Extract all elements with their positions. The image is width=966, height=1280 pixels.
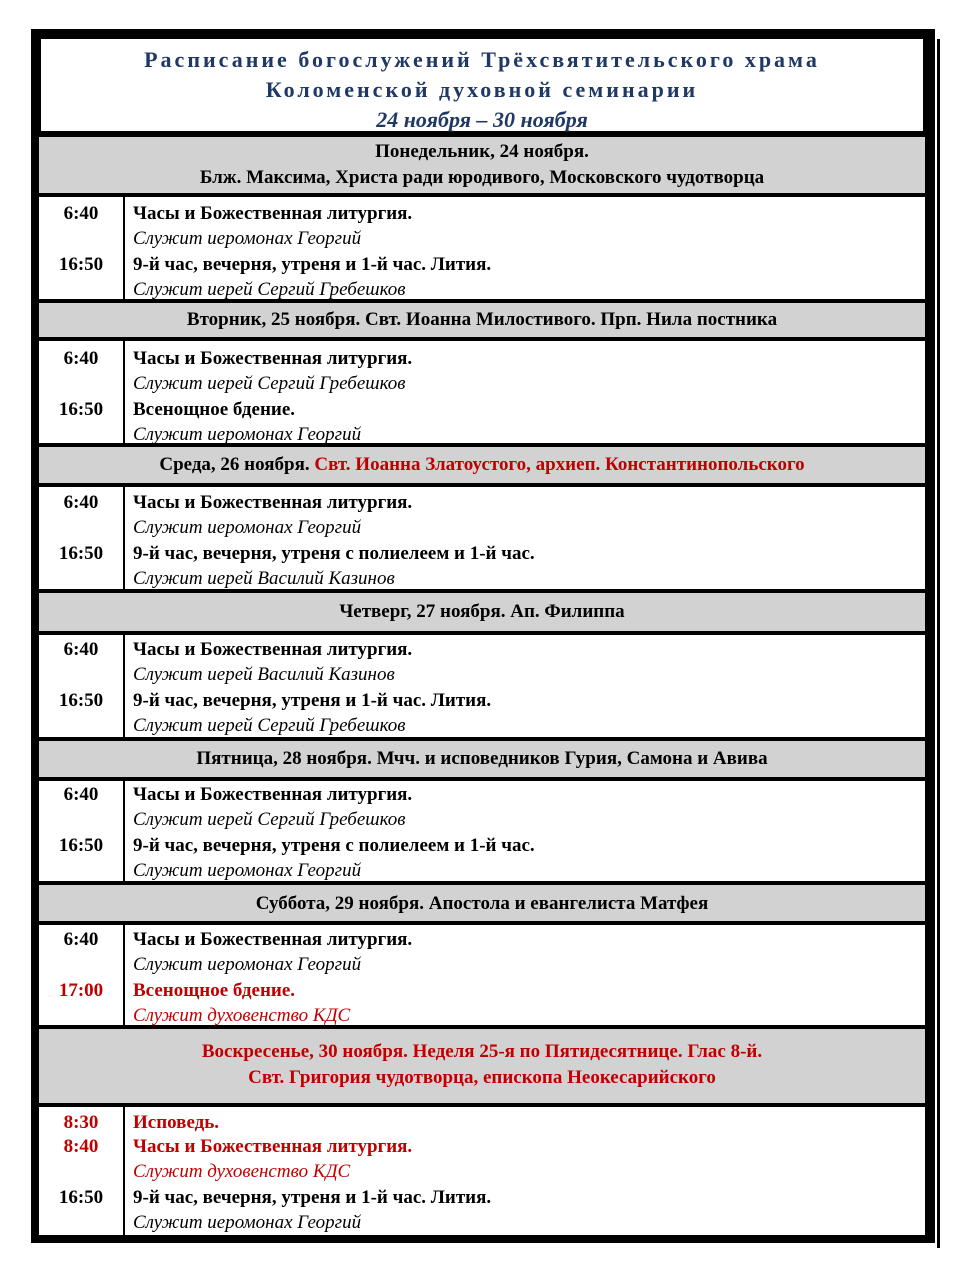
service-celebrant: Служит иеромонах Георгий — [133, 424, 362, 445]
day-header-line-1: Вторник, 25 ноября. Свт. Иоанна Милостивого. Прп. Нила постника — [186, 309, 778, 330]
title-dates: 24 ноября – 30 ноября — [376, 107, 588, 132]
service-celebrant: Служит иерей Сергий Гребешков — [133, 279, 406, 300]
service-celebrant: Служит иеромонах Георгий — [133, 860, 362, 881]
service-celebrant: Служит иеромонах Георгий — [133, 517, 362, 538]
service-entry — [39, 927, 925, 977]
service-name: Часы и Божественная литургия. — [133, 1136, 413, 1157]
day-header-line-1: Четверг, 27 ноября. Ап. Филиппа — [339, 601, 625, 622]
service-time: 16:50 — [58, 1187, 104, 1208]
schedule-sheet — [31, 29, 935, 1243]
confession-time: 8:30 — [63, 1112, 99, 1133]
day-body-saturday — [39, 925, 925, 1025]
service-name: Часы и Божественная литургия. — [133, 348, 413, 369]
service-name: Всенощное бдение. — [133, 980, 296, 1001]
day-header-line-2: Блж. Максима, Христа ради юродивого, Московского чудотворца — [199, 167, 765, 188]
confession-entry — [39, 1110, 925, 1136]
service-entry — [39, 978, 925, 1028]
service-time: 6:40 — [63, 492, 99, 513]
day-header-saturday — [39, 885, 925, 921]
service-name: Часы и Божественная литургия. — [133, 784, 413, 805]
service-name: Часы и Божественная литургия. — [133, 492, 413, 513]
service-entry — [39, 201, 925, 251]
day-header-monday — [39, 137, 925, 193]
day-header-line-1: Пятница, 28 ноября. Мчч. и исповедников Гурия, Самона и Авива — [196, 748, 768, 769]
day-header-line-1: Воскресенье, 30 ноября. Неделя 25-я по Пятидесятнице. Глас 8-й. — [201, 1041, 763, 1062]
service-celebrant: Служит иеромонах Георгий — [133, 954, 362, 975]
service-name: Часы и Божественная литургия. — [133, 639, 413, 660]
confession-label: Исповедь. — [133, 1112, 220, 1133]
service-entry — [39, 833, 925, 883]
title-block — [39, 37, 925, 133]
service-time: 16:50 — [58, 543, 104, 564]
service-name: Часы и Божественная литургия. — [133, 929, 413, 950]
service-time: 8:40 — [63, 1136, 99, 1157]
service-celebrant: Служит иерей Василий Казинов — [133, 664, 395, 685]
day-header-thursday — [39, 593, 925, 631]
day-header-line-1: Суббота, 29 ноября. Апостола и евангелиста Матфея — [255, 893, 709, 914]
day-header-line-2: Свт. Григория чудотворца, епископа Неокесарийского — [248, 1067, 716, 1088]
day-header-feast: Свт. Иоанна Златоустого, архиеп. Константинопольского — [314, 454, 805, 475]
service-celebrant: Служит иерей Василий Казинов — [133, 568, 395, 589]
service-name: 9-й час, вечерня, утреня и 1-й час. Лития. — [133, 690, 492, 711]
day-body-friday — [39, 781, 925, 881]
day-body-thursday — [39, 635, 925, 737]
title-line-1: Расписание богослужений Трёхсвятительского храма — [144, 47, 820, 72]
service-time: 6:40 — [63, 639, 99, 660]
service-entry — [39, 1134, 925, 1184]
day-header-wednesday — [39, 447, 925, 483]
service-entry — [39, 688, 925, 738]
day-body-tuesday — [39, 341, 925, 443]
service-celebrant: Служит иеромонах Георгий — [133, 1212, 362, 1233]
service-celebrant: Служит иерей Сергий Гребешков — [133, 715, 406, 736]
service-time: 6:40 — [63, 784, 99, 805]
day-body-sunday — [39, 1107, 925, 1235]
service-entry — [39, 346, 925, 396]
day-header-sunday — [39, 1029, 925, 1103]
service-celebrant: Служит иерей Сергий Гребешков — [133, 809, 406, 830]
service-celebrant: Служит духовенство КДС — [133, 1161, 351, 1182]
service-entry — [39, 252, 925, 302]
service-time: 16:50 — [58, 399, 104, 420]
day-body-monday — [39, 197, 925, 299]
service-entry — [39, 637, 925, 687]
service-entry — [39, 490, 925, 540]
service-time: 6:40 — [63, 929, 99, 950]
service-time: 17:00 — [58, 980, 104, 1001]
service-entry — [39, 782, 925, 832]
service-name: Часы и Божественная литургия. — [133, 203, 413, 224]
service-entry — [39, 541, 925, 591]
day-header-date: Среда, 26 ноября. — [159, 454, 310, 475]
service-name: 9-й час, вечерня, утреня с полиелеем и 1-й час. — [133, 835, 535, 856]
day-body-wednesday — [39, 487, 925, 589]
service-entry — [39, 397, 925, 447]
service-name: Всенощное бдение. — [133, 399, 296, 420]
service-name: 9-й час, вечерня, утреня с полиелеем и 1-й час. — [133, 543, 535, 564]
service-celebrant: Служит иерей Сергий Гребешков — [133, 373, 406, 394]
service-name: 9-й час, вечерня, утреня и 1-й час. Лития. — [133, 1187, 492, 1208]
service-time: 6:40 — [63, 203, 99, 224]
service-celebrant: Служит духовенство КДС — [133, 1005, 351, 1026]
title-line-2: Коломенской духовной семинарии — [265, 77, 699, 102]
service-name: 9-й час, вечерня, утреня и 1-й час. Лития. — [133, 254, 492, 275]
day-header-friday — [39, 741, 925, 777]
day-header-line-1: Понедельник, 24 ноября. — [375, 141, 589, 162]
service-time: 16:50 — [58, 254, 104, 275]
service-time: 16:50 — [58, 690, 104, 711]
service-entry — [39, 1185, 925, 1235]
day-header-tuesday — [39, 303, 925, 337]
service-celebrant: Служит иеромонах Георгий — [133, 228, 362, 249]
service-time: 6:40 — [63, 348, 99, 369]
service-time: 16:50 — [58, 835, 104, 856]
